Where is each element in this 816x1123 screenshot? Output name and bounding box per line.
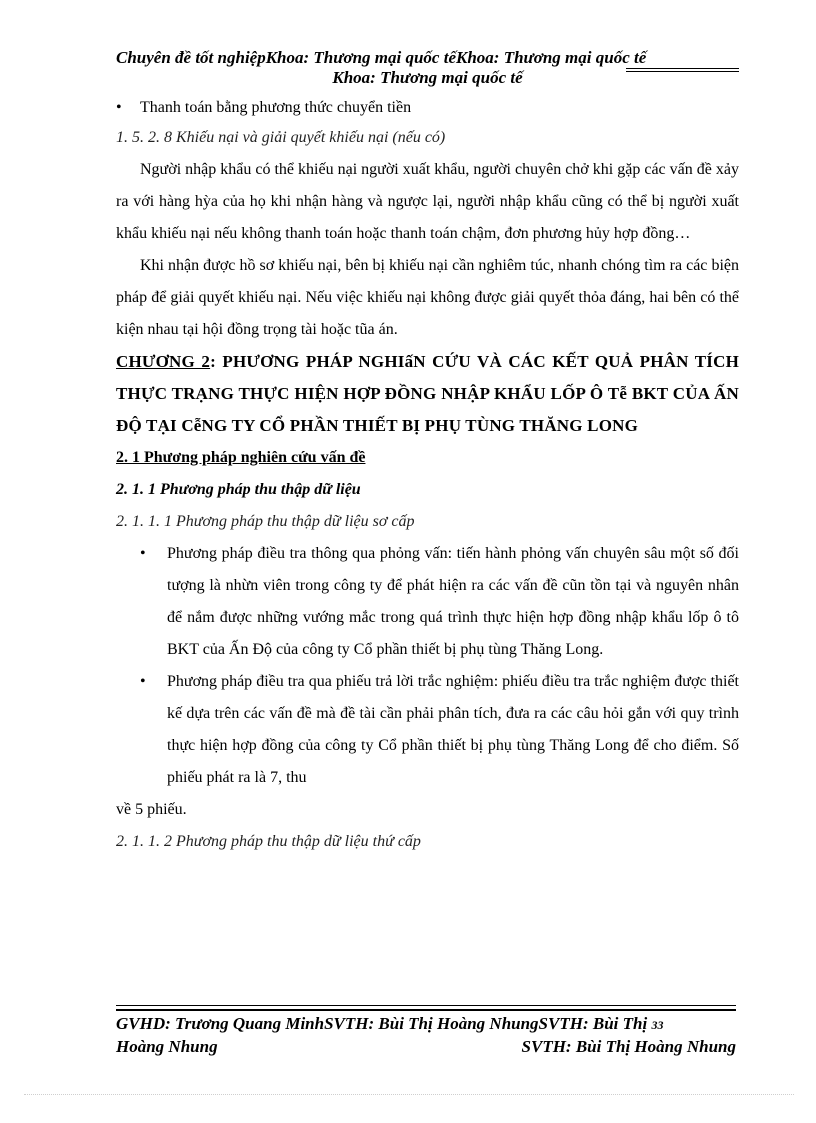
page-edge — [24, 1094, 794, 1095]
section-heading-2-1-1-2: 2. 1. 1. 2 Phương pháp thu thập dữ liệu thứ cấp — [116, 833, 421, 850]
footer-line-2-left: Hoàng Nhung — [116, 1037, 218, 1056]
header-line-2: Khoa: Thương mại quốc tế — [332, 68, 523, 87]
header-rule-double — [626, 71, 739, 72]
footer-line-1 — [116, 1013, 736, 1036]
bullet-item-survey — [116, 666, 739, 794]
paragraph-complaint-1: Người nhập khẩu có thể khiếu nại người xuất khẩu, người chuyên chở khi gặp các vấn đề xảy ra với hàng hỳa của họ khi nhận hàng và ngược lại, người nhập khẩu cũng có thể bị người xuất khẩu khiếu nại nếu không thanh toán hoặc thanh toán chậm, đơn phương hủy hợp đồng… — [116, 161, 739, 242]
bullet-icon: • — [140, 673, 146, 690]
section-heading-2-1: 2. 1 Phương pháp nghiên cứu vấn đề — [116, 449, 366, 466]
page-number: 33 — [651, 1018, 664, 1032]
paragraph-complaint-2: Khi nhận được hồ sơ khiếu nại, bên bị khiếu nại cần nghiêm túc, nhanh chóng tìm ra các biện pháp để giải quyết khiếu nại. Nếu việc khiếu nại không được giải quyết thỏa đáng, hai bên có thể kiện nhau tại hội đồng trọng tài hoặc tũa án. — [116, 257, 739, 338]
header-line-1: Chuyên đề tốt nghiệpKhoa: Thương mại quốc tếKhoa: Thương mại quốc tế — [116, 48, 647, 67]
bullet-item-interview — [116, 538, 739, 666]
section-heading-1-5-2-8: 1. 5. 2. 8 Khiếu nại và giải quyết khiếu nại (nếu có) — [116, 129, 446, 146]
header-rule — [626, 68, 739, 69]
page-footer — [116, 1013, 736, 1058]
footer-line-1-text: GVHD: Trương Quang MinhSVTH: Bùi Thị Hoàng NhungSVTH: Bùi Thị — [116, 1014, 648, 1033]
bullet-text: Phương pháp điều tra thông qua phỏng vấn: tiến hành phỏng vấn chuyên sâu một số đối tượng là nhừn viên trong công ty để phát hiện ra các vấn đề cũn tồn tại và nguyên nhân để nắm được những vướng mắc trong quá trình thực hiện hợp đồng nhập khẩu lốp ô tô BKT của Ấn Độ của công ty Cổ phần thiết bị phụ tùng Thăng Long. — [167, 545, 739, 658]
bullet-item-payment — [116, 94, 739, 122]
footer-line-2 — [116, 1036, 736, 1058]
chapter-title: : PHƯƠNG PHÁP NGHIấN CỨU VÀ CÁC KẾT QUẢ PHÂN TÍCH THỰC TRẠNG THỰC HIỆN HỢP ĐỒNG NHẬP KHẨU LỐP Ô Tễ BKT CỦA ẤN ĐỘ TẠI CễNG TY CỔ PHẦN THIẾT BỊ PHỤ TÙNG THĂNG LONG — [116, 352, 740, 435]
bullet-icon: • — [116, 99, 122, 116]
bullet-text: Thanh toán bằng phương thức chuyển tiền — [140, 99, 412, 116]
bullet-survey-tail: về 5 phiếu. — [116, 801, 187, 818]
chapter-label: CHƯƠNG 2 — [116, 352, 211, 371]
footer-line-2-right: SVTH: Bùi Thị Hoàng Nhung — [521, 1037, 736, 1056]
chapter-heading — [116, 346, 739, 442]
footer-rule-thick — [116, 1009, 736, 1011]
page-body — [116, 94, 739, 858]
footer-rule — [116, 1005, 736, 1006]
section-heading-2-1-1: 2. 1. 1 Phương pháp thu thập dữ liệu — [116, 481, 361, 498]
section-heading-2-1-1-1: 2. 1. 1. 1 Phương pháp thu thập dữ liệu sơ cấp — [116, 513, 415, 530]
bullet-icon: • — [140, 545, 146, 562]
bullet-text: Phương pháp điều tra qua phiếu trả lời trắc nghiệm: phiếu điều tra trắc nghiệm được thiết kế dựa trên các vấn đề mà đề tài cần phải phân tích, đưa ra các câu hỏi gắn với quy trình thực hiện hợp đồng của công ty Cổ phần thiết bị phụ tùng Thăng Long để cho điểm. Số phiếu phát ra là 7, thu — [167, 673, 739, 786]
